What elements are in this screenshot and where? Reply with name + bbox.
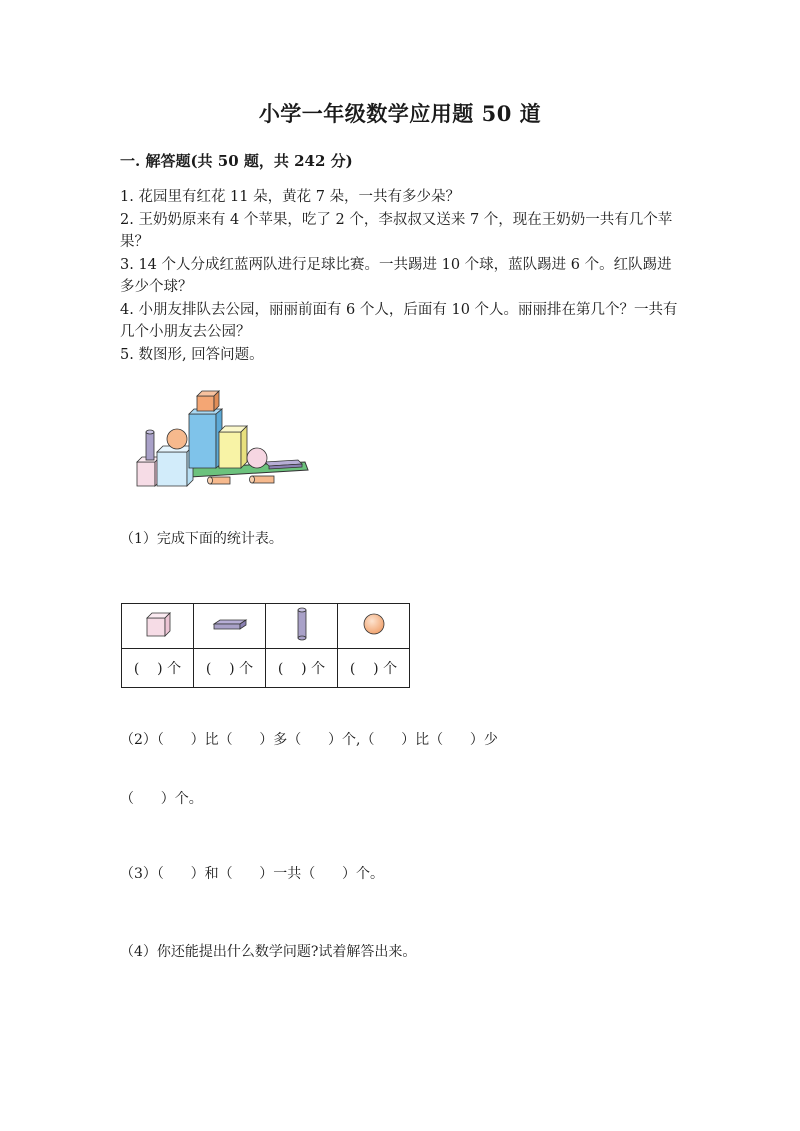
count-row xyxy=(122,649,410,688)
shape-cell-cuboid xyxy=(194,604,266,649)
flat-cuboid xyxy=(265,460,302,469)
sphere-icon xyxy=(357,607,391,641)
count-cell-cube: ( ) 个 xyxy=(122,649,194,688)
section-heading: 一. 解答题(共 50 题，共 242 分) xyxy=(120,152,353,170)
lying-cylinder-2 xyxy=(250,476,275,483)
sub-question-4: （4）你还能提出什么数学问题?试着解答出来。 xyxy=(120,944,417,960)
cylinder-icon xyxy=(285,605,319,643)
shape-cell-cylinder xyxy=(266,604,338,649)
page-title: 小学一年级数学应用题 50 道 xyxy=(258,101,542,126)
question-1: 1. 花园里有红花 11 朵，黄花 7 朵，一共有多少朵？ xyxy=(120,189,461,205)
sub-question-2-line-1: （2）（ ）比（ ）多（ ）个,（ ）比（ ）少 xyxy=(120,732,498,748)
tally-table xyxy=(121,603,410,688)
sphere-right xyxy=(247,448,267,468)
shape-cell-sphere xyxy=(338,604,410,649)
sub-question-2-line-2: （ ）个。 xyxy=(120,791,203,807)
question-3: 3. 14 个人分成红蓝两队进行足球比赛。一共踢进 10 个球，蓝队踢进 6 个。红队踢进多少个球？ xyxy=(120,256,672,295)
tall-blue-cuboid xyxy=(189,409,222,468)
cube-icon xyxy=(141,607,175,641)
standing-cylinder xyxy=(146,430,154,460)
question-2: 2. 王奶奶原来有 4 个苹果，吃了 2 个，李叔叔又送来 7 个，现在王奶奶一共有几个苹果？ xyxy=(120,211,673,250)
yellow-cuboid xyxy=(219,426,247,468)
orange-cube xyxy=(197,391,219,411)
sphere-top xyxy=(167,429,187,449)
count-cell-cuboid: ( ) 个 xyxy=(194,649,266,688)
light-blue-cube xyxy=(157,446,193,486)
question-5: 5. 数图形, 回答问题。 xyxy=(120,346,264,363)
count-cell-sphere: ( ) 个 xyxy=(338,649,410,688)
shape-cell-cube xyxy=(122,604,194,649)
question-list xyxy=(120,186,680,366)
sub-question-1: （1）完成下面的统计表。 xyxy=(120,531,283,547)
shapes-illustration xyxy=(130,382,320,494)
sub-question-3: （3）（ ）和（ ）一共（ ）个。 xyxy=(120,866,385,882)
pink-cube xyxy=(137,457,160,486)
count-cell-cylinder: ( ) 个 xyxy=(266,649,338,688)
lying-cylinder-1 xyxy=(208,477,231,484)
cuboid-icon xyxy=(210,607,250,641)
shape-row xyxy=(122,604,410,649)
question-4: 4. 小朋友排队去公园，丽丽前面有 6 个人，后面有 10 个人。丽丽排在第几个？一共有几个小朋友去公园？ xyxy=(120,301,678,340)
